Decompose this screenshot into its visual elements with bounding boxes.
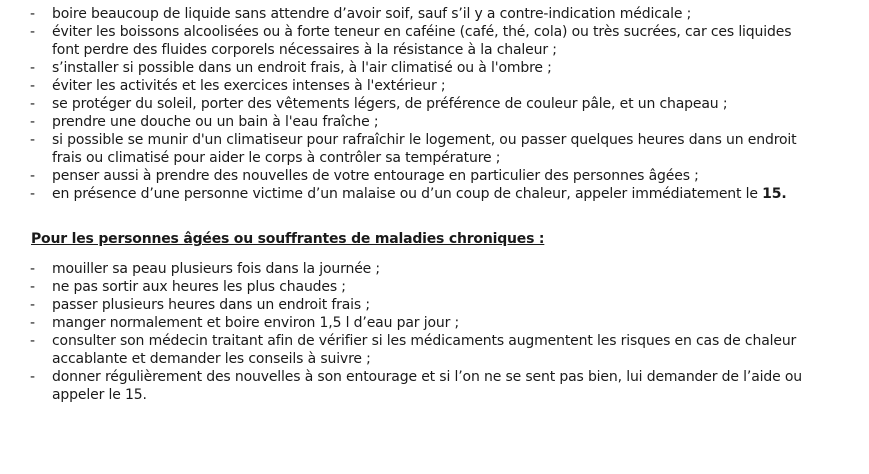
list-item — [0, 77, 869, 95]
list-item — [0, 167, 869, 185]
list-item — [0, 113, 869, 131]
heat-advice-list — [0, 5, 869, 203]
list-item — [0, 260, 869, 278]
list-item-text-line1: consulter son médecin traitant afin de vérifier si les médicaments augmentent les risques en cas de chaleur — [52, 333, 797, 349]
list-item-text-line2: font perdre des fluides corporels nécessaires à la résistance à la chaleur ; — [52, 42, 557, 58]
section-heading: Pour les personnes âgées ou souffrantes de maladies chroniques : — [31, 231, 545, 247]
list-item — [0, 278, 869, 296]
list-item — [0, 314, 869, 332]
bullet-dash: - — [30, 369, 35, 385]
list-item — [0, 368, 869, 404]
list-item-text: en présence d’une personne victime d’un malaise ou d’un coup de chaleur, appeler immédiatement le — [52, 186, 763, 202]
list-item-text-line2: accablante et demander les conseils à suivre ; — [52, 351, 371, 367]
list-item-text: passer plusieurs heures dans un endroit frais ; — [52, 297, 370, 313]
list-item-text: prendre une douche ou un bain à l'eau fraîche ; — [52, 114, 379, 130]
bullet-dash: - — [30, 114, 35, 130]
list-item-text: boire beaucoup de liquide sans attendre d’avoir soif, sauf s’il y a contre-indication médicale ; — [52, 6, 692, 22]
bullet-dash: - — [30, 297, 35, 313]
bullet-dash: - — [30, 96, 35, 112]
bullet-dash: - — [30, 24, 35, 40]
list-item-text: penser aussi à prendre des nouvelles de votre entourage en particulier des personnes âgées ; — [52, 168, 699, 184]
bullet-dash: - — [30, 132, 35, 148]
bullet-dash: - — [30, 60, 35, 76]
list-item-text-line1: si possible se munir d'un climatiseur pour rafraîchir le logement, ou passer quelques heures dans un endroit — [52, 132, 797, 148]
list-item-text: se protéger du soleil, porter des vêtements légers, de préférence de couleur pâle, et un chapeau ; — [52, 96, 728, 112]
bullet-dash: - — [30, 279, 35, 295]
bullet-dash: - — [30, 261, 35, 277]
list-item — [0, 5, 869, 23]
list-item-text: ne pas sortir aux heures les plus chaudes ; — [52, 279, 346, 295]
list-item — [0, 95, 869, 113]
list-item — [0, 185, 869, 203]
bullet-dash: - — [30, 186, 35, 202]
list-item — [0, 59, 869, 77]
bullet-dash: - — [30, 168, 35, 184]
list-item — [0, 296, 869, 314]
list-item-text-line2: appeler le 15. — [52, 387, 147, 403]
list-item-text: éviter les activités et les exercices intenses à l'extérieur ; — [52, 78, 446, 94]
bullet-dash: - — [30, 315, 35, 331]
bullet-dash: - — [30, 6, 35, 22]
list-item-text: manger normalement et boire environ 1,5 l d’eau par jour ; — [52, 315, 460, 331]
bullet-dash: - — [30, 78, 35, 94]
bullet-dash: - — [30, 333, 35, 349]
list-item — [0, 332, 869, 368]
list-item-text: s’installer si possible dans un endroit frais, à l'air climatisé ou à l'ombre ; — [52, 60, 552, 76]
list-item — [0, 131, 869, 167]
list-item-text-line2: frais ou climatisé pour aider le corps à contrôler sa température ; — [52, 150, 501, 166]
list-item-text-line1: éviter les boissons alcoolisées ou à forte teneur en caféine (café, thé, cola) ou très sucrées, car ces liquides — [52, 24, 792, 40]
list-item-text-line1: donner régulièrement des nouvelles à son entourage et si l’on ne se sent pas bien, lui demander de l’aide ou — [52, 369, 803, 385]
elderly-advice-list — [0, 260, 869, 404]
emergency-number: 15. — [762, 186, 787, 202]
list-item — [0, 23, 869, 59]
list-item-text: mouiller sa peau plusieurs fois dans la journée ; — [52, 261, 380, 277]
